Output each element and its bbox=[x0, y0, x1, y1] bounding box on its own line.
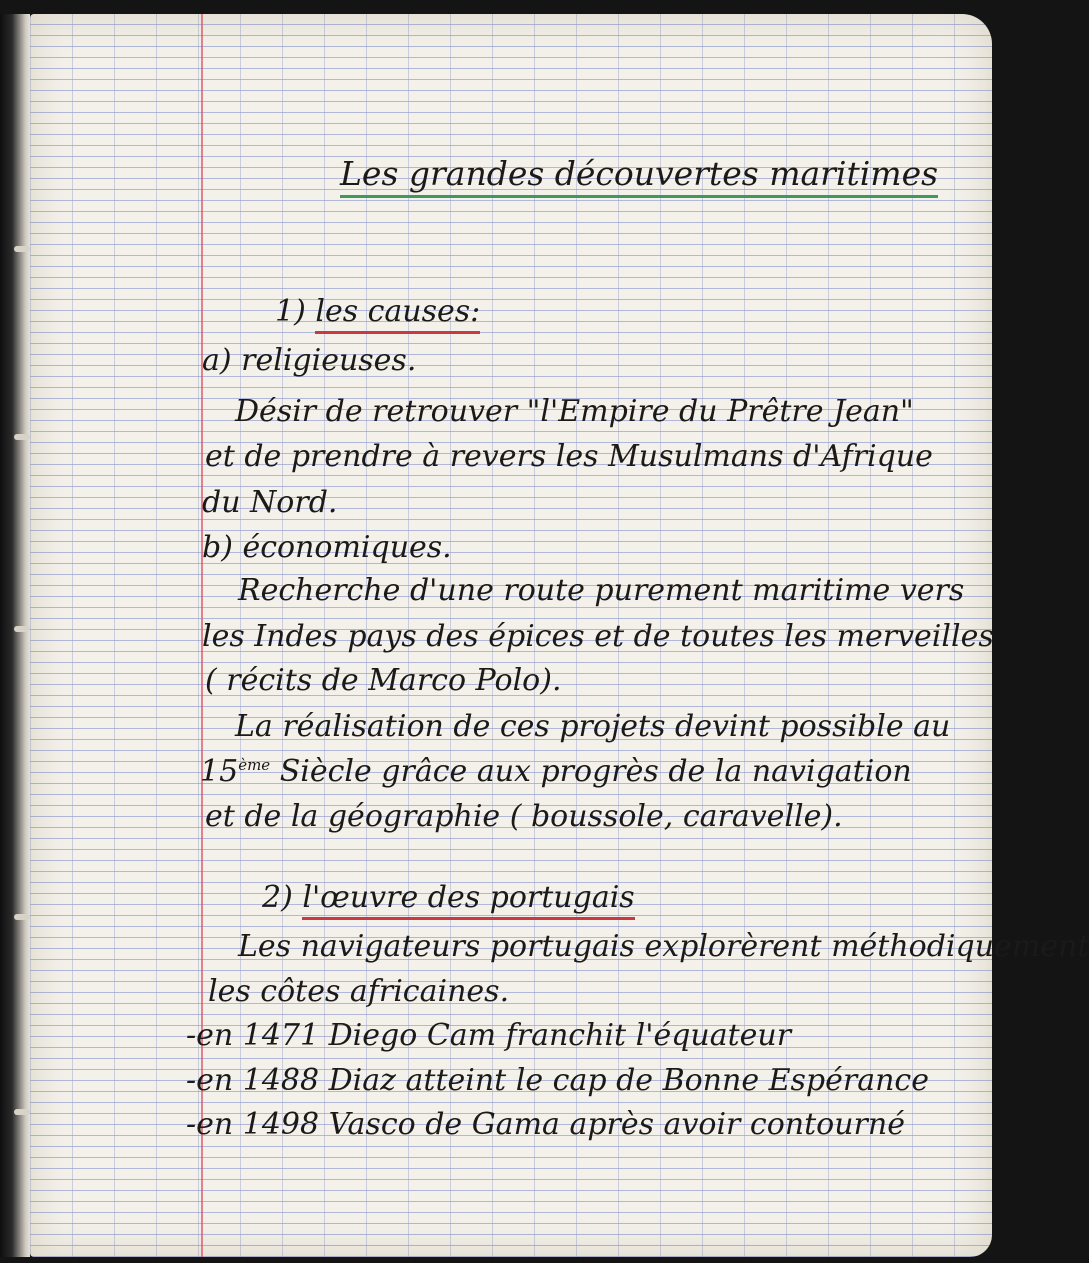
text-line: Les navigateurs portugais explorèrent méthodiquement bbox=[238, 929, 1089, 964]
notebook-binding bbox=[0, 14, 30, 1257]
text-line: Recherche d'une route purement maritime vers bbox=[238, 573, 965, 608]
section1-heading-text: les causes: bbox=[315, 294, 480, 334]
century-suffix: ème bbox=[238, 756, 271, 774]
binding-stitch bbox=[14, 246, 30, 252]
binding-stitch bbox=[14, 434, 30, 440]
text-line: La réalisation de ces projets devint possible au bbox=[235, 709, 951, 744]
text-line: les côtes africaines. bbox=[208, 974, 510, 1009]
binding-stitch bbox=[14, 1109, 30, 1115]
list-item: -en 1471 Diego Cam franchit l'équateur bbox=[186, 1018, 792, 1053]
section1-heading bbox=[275, 294, 481, 329]
binding-stitch bbox=[14, 626, 30, 632]
list-item: -en 1498 Vasco de Gama après avoir contourné bbox=[186, 1107, 905, 1142]
subsection-a-label: a) religieuses. bbox=[202, 343, 417, 378]
section1-number: 1) bbox=[275, 294, 306, 329]
title-text: Les grandes découvertes maritimes bbox=[340, 154, 938, 198]
binding-stitch bbox=[14, 914, 30, 920]
text-line: du Nord. bbox=[202, 485, 338, 520]
text-line: les Indes pays des épices et de toutes les merveilles bbox=[202, 619, 994, 654]
section2-heading-text: l'œuvre des portugais bbox=[302, 880, 634, 920]
section2-number: 2) bbox=[262, 880, 293, 915]
text-line: et de prendre à revers les Musulmans d'Afrique bbox=[205, 439, 933, 474]
century-number: 15 bbox=[200, 754, 239, 789]
text-line: ( récits de Marco Polo). bbox=[205, 663, 562, 698]
page-title bbox=[340, 154, 939, 193]
text-line: Désir de retrouver "l'Empire du Prêtre Jean" bbox=[235, 394, 914, 429]
section2-heading bbox=[262, 880, 635, 915]
text-line-century bbox=[200, 754, 912, 789]
notebook-page bbox=[30, 14, 1089, 1257]
list-item: -en 1488 Diaz atteint le cap de Bonne Espérance bbox=[186, 1063, 929, 1098]
century-text: Siècle grâce aux progrès de la navigation bbox=[270, 754, 912, 789]
text-line: et de la géographie ( boussole, caravelle). bbox=[205, 799, 843, 834]
subsection-b-label: b) économiques. bbox=[202, 530, 452, 565]
